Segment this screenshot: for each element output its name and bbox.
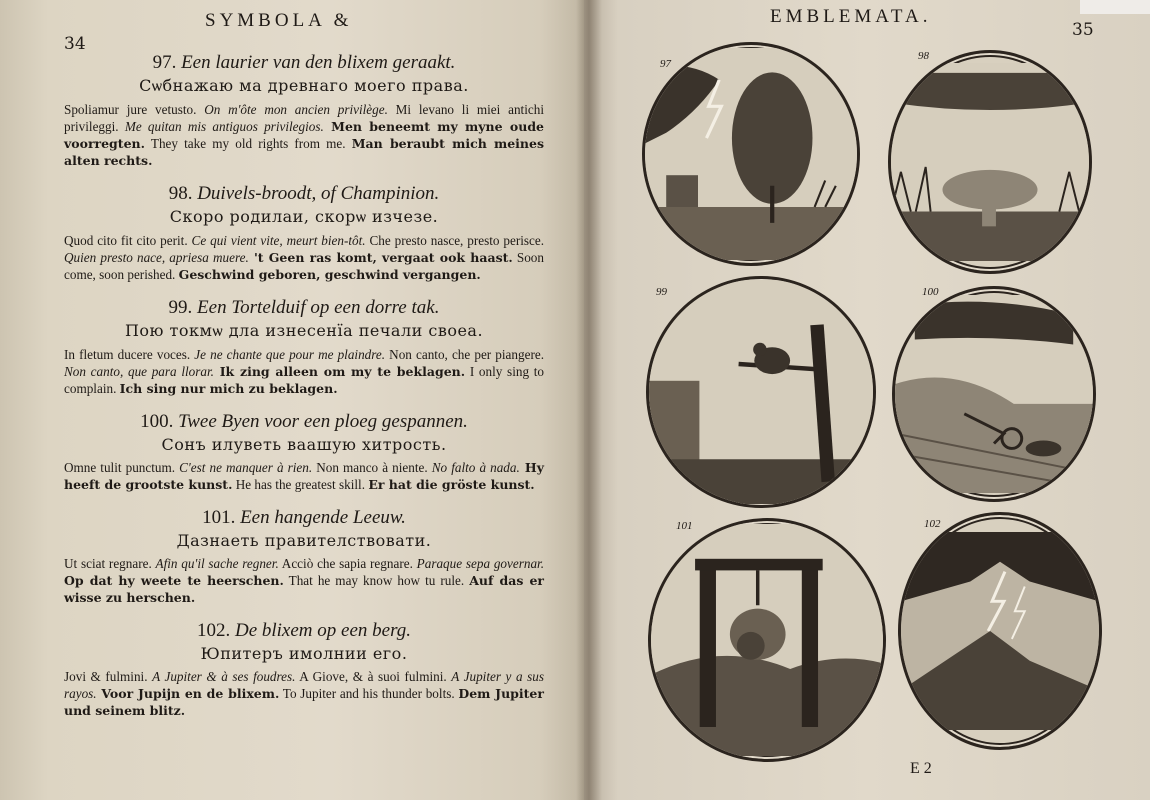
entry-slavonic-motto: Сѡбнажаю ма древнаго моего права. xyxy=(139,76,469,95)
roman-translation: Soon come, soon perished. xyxy=(64,250,544,282)
romance-translation: Me quitan mis antiguos privilegios. xyxy=(124,119,324,134)
emblem-99-turtledove xyxy=(646,276,876,508)
entry-number: 102. xyxy=(196,620,231,641)
entry-title-text: De blixem op een berg. xyxy=(234,620,412,641)
printer-signature: E 2 xyxy=(910,760,932,777)
entry-number: 98. xyxy=(168,183,193,204)
emblem-number: 98 xyxy=(918,50,929,62)
text-column xyxy=(64,52,544,733)
romance-translation: Paraque sepa governar. xyxy=(416,556,545,571)
mushroom-illustration xyxy=(891,53,1089,271)
gothic-translation: Men beneemt my myne oude voorregten. xyxy=(64,119,545,151)
roman-translation: Non canto, che per piangere. xyxy=(385,347,544,362)
entry-slavonic-motto: Пою токмѡ дла изнесенїа печали своеа. xyxy=(124,321,484,340)
gothic-translation: Voor Jupijn en de blixem. xyxy=(96,686,280,701)
roman-translation: Acciò che sapia regnare. xyxy=(278,556,417,571)
emblem-number: 101 xyxy=(676,520,693,532)
emblem-101-hanging-lion xyxy=(648,518,886,762)
entry-translations xyxy=(64,346,544,397)
gothic-translation: Op dat hy weete te heerschen. xyxy=(64,573,284,588)
entry-slavonic-motto: Сонъ илуветь ваашую хитрость. xyxy=(161,435,447,454)
entry-title-text: Een laurier van den blixem geraakt. xyxy=(181,52,456,73)
emblem-97-laurel-lightning xyxy=(642,42,860,266)
romance-translation: No falto à nada. xyxy=(431,460,520,475)
entry-title xyxy=(64,183,544,205)
entry-101 xyxy=(64,507,544,606)
running-head-left: SYMBOLA & xyxy=(205,10,353,31)
emblem-98-mushroom xyxy=(888,50,1092,274)
background-corner xyxy=(1080,0,1150,14)
entry-title-text: Twee Byen voor een ploeg gespannen. xyxy=(178,411,468,432)
emblem-100-bees-plough xyxy=(892,286,1096,502)
gothic-translation: Man beraubt mich meines alten rechts. xyxy=(64,136,544,168)
page-number-right: 35 xyxy=(1072,20,1094,40)
hanging-lion-illustration xyxy=(651,521,883,759)
emblem-102-lightning-mountain xyxy=(898,512,1102,750)
page-number-left: 34 xyxy=(64,34,86,54)
romance-translation: Quien presto nace, apriesa muere. xyxy=(64,250,249,265)
book-gutter xyxy=(576,0,602,800)
gothic-translation: Geschwind geboren, geschwind vergangen. xyxy=(178,267,481,282)
gothic-translation: Er hat die gröste kunst. xyxy=(368,477,535,492)
gothic-translation: Ik zing alleen om my te beklagen. xyxy=(213,364,466,379)
emblem-number: 100 xyxy=(922,286,939,298)
roman-translation: He has the greatest skill. xyxy=(232,477,369,492)
entry-title xyxy=(64,620,544,642)
entry-translations xyxy=(64,459,544,493)
romance-translation: A Jupiter y a sus rayos. xyxy=(64,669,544,701)
romance-translation: Afin qu'il sache regner. xyxy=(155,556,279,571)
gothic-translation: Hy heeft de grootste kunst. xyxy=(64,460,544,492)
lightning-mountain-illustration xyxy=(901,515,1099,747)
roman-translation: In fletum ducere voces. xyxy=(64,347,195,362)
entry-number: 101. xyxy=(202,507,236,528)
roman-translation: Non manco à niente. xyxy=(312,460,432,475)
romance-translation: C'est ne manquer à rien. xyxy=(179,460,313,475)
entry-number: 99. xyxy=(168,297,193,318)
bees-plough-illustration xyxy=(895,289,1093,499)
gothic-translation: Dem Jupiter und seinem blitz. xyxy=(64,686,544,718)
entry-slavonic-motto: Юпитеръ имолнии его. xyxy=(200,644,408,663)
romance-translation: Ce qui vient vite, meurt bien-tôt. xyxy=(191,233,366,248)
roman-translation: Che presto nasce, presto perisce. xyxy=(365,233,545,248)
roman-translation: To Jupiter and his thunder bolts. xyxy=(279,686,459,701)
entry-number: 97. xyxy=(152,52,177,73)
entry-title xyxy=(64,297,544,319)
turtledove-illustration xyxy=(649,279,873,505)
romance-translation: On m'ôte mon ancien privilège. xyxy=(204,102,388,117)
entry-98 xyxy=(64,183,544,283)
entry-title xyxy=(64,411,544,433)
entry-97 xyxy=(64,52,544,169)
entry-slavonic-motto: Скоро родилаи, скорѡ изчезе. xyxy=(169,207,439,226)
entry-title xyxy=(64,507,544,529)
entry-translations xyxy=(64,232,544,283)
running-head-right: EMBLEMATA. xyxy=(770,6,932,27)
laurel-tree-illustration xyxy=(645,45,857,263)
romance-translation: Non canto, que para llorar. xyxy=(64,364,214,379)
gothic-translation: 't Geen ras komt, vergaat ook haast. xyxy=(248,250,513,265)
roman-translation: Jovi & fulmini. xyxy=(64,669,153,684)
entry-translations xyxy=(64,668,544,719)
entry-number: 100. xyxy=(140,411,174,432)
roman-translation: That he may know how tu rule. xyxy=(283,573,470,588)
roman-translation: A Giove, & à suoi fulmini. xyxy=(295,669,452,684)
entry-title-text: Duivels-broodt, of Champinion. xyxy=(197,183,440,204)
gothic-translation: Auf das er wisse zu herschen. xyxy=(64,573,544,605)
entry-102 xyxy=(64,620,544,719)
entry-translations xyxy=(64,555,544,606)
entry-translations xyxy=(64,101,544,169)
roman-translation: I only sing to complain. xyxy=(64,364,544,396)
entry-99 xyxy=(64,297,544,397)
roman-translation: Mi levano li miei antichi privileggi. xyxy=(64,102,544,134)
emblem-number: 97 xyxy=(660,58,671,70)
roman-translation: Omne tulit punctum. xyxy=(64,460,180,475)
entry-100 xyxy=(64,411,544,493)
emblem-number: 102 xyxy=(924,518,941,530)
entry-title xyxy=(64,52,544,74)
gothic-translation: Ich sing nur mich zu beklagen. xyxy=(119,381,338,396)
roman-translation: Quod cito fit cito perit. xyxy=(64,233,192,248)
entry-title-text: Een hangende Leeuw. xyxy=(240,507,406,528)
entry-title-text: Een Tortelduif op een dorre tak. xyxy=(197,297,440,318)
right-page xyxy=(584,0,1150,800)
romance-translation: Je ne chante que pour me plaindre. xyxy=(194,347,386,362)
romance-translation: A Jupiter & à ses foudres. xyxy=(152,669,296,684)
roman-translation: Ut sciat regnare. xyxy=(64,556,156,571)
entry-slavonic-motto: Дазнаеть правителствовати. xyxy=(176,531,432,550)
roman-translation: They take my old rights from me. xyxy=(144,136,352,151)
emblem-number: 99 xyxy=(656,286,667,298)
roman-translation: Spoliamur jure vetusto. xyxy=(64,102,205,117)
